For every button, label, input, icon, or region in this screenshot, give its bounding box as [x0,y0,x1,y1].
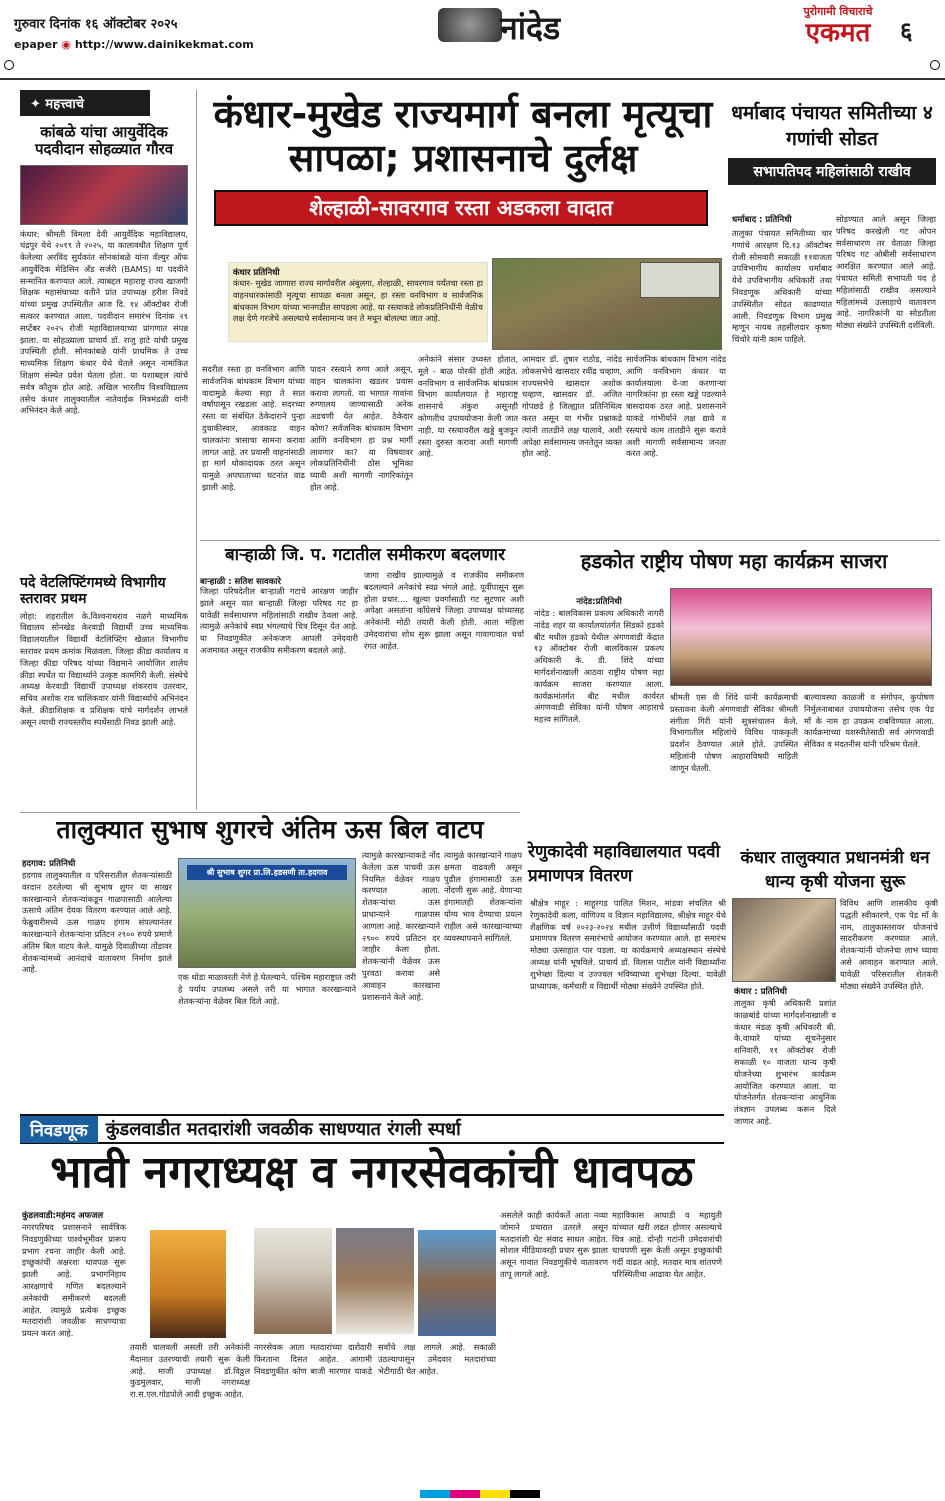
election-body-4: असलेले काही कार्यकर्ते आता नव्या जोमाने प्रचारात उतरले असून मतदारांशी थेट संवाद साधत आहेत. सोशल मीडियावरही प्रचार सुरू झाला असून गावात निवडणुकीचे वातावरण तापू लागले आहे. [500,1210,608,1279]
renuka-headline: रेणुकादेवी महाविद्यालयात पदवी प्रमाणपत्र वितरण [528,842,721,886]
kandhar-pm-headline: कंधार तालुक्यात प्रधानमंत्री धन धान्य कृषी योजना सुरू [740,848,930,892]
column-rule [196,90,197,810]
site-url[interactable]: http://www.dainikekmat.com [74,38,254,51]
subhash-byline: हदगाव: प्रतिनिधी [22,859,76,869]
registration-mark [930,60,940,70]
masthead [0,0,945,80]
section-rule-2 [20,812,520,813]
sidebar-label: ✦ महत्त्वाचे [20,90,150,116]
candidate-photo-3 [336,1228,414,1334]
sidebar-story2-body: लोहा: शहरातील के.विश्वनाथराव नळगे माध्यमिक विद्यालय सोनखेड केरवाडी विद्यार्थी उच्च माध्यमिक विद्यालयातील विद्यार्थी वेटलिफ्टिंग खेळात विभागीय स्तरावर प्रथम क्रमांक मिळवला. जिल्हा क्रीडा कार्यालय व जिल्हा क्रीडा परिषद यांच्या विद्यमाने आयोजित शालेय क्रीडा स्पर्धेत या विद्यार्थ्याने उत्कृष्ट कामगिरी केली. संस्थेचे अध्यक्ष केरवाडी विद्यार्थी उपाध्यक्ष शंकरराव उतरवार, सचिव अशोक राव चालिकवार यांनी विद्यार्थ्याचे अभिनंदन केले. क्रीडाशिक्षक व प्रशिक्षक यांचे मार्गदर्शन लाभले असून त्याची राज्यस्तरीय स्पर्धेसाठी निवड झाली आहे. [20,610,188,727]
kandhar-pm-story [732,846,938,894]
dharmabad-story [728,100,936,185]
lead-intro-box [228,262,488,342]
barhali-body-2: जागा राखीव झाल्यामुळे व राजकीय समीकरण बदलल्याने अनेकांचे स्वप्न भंगले आहे. पूर्वीपासून सुरू होता प्रचार.... खुल्या प्रवर्गासाठी गट सुटणार अशी अपेक्षा असतांना काँग्रेसचे जिल्हा उपाध्यक्ष यांच्यासह अनेकांनी मोठी तयारी केली होती. आता महिला उमेदवारांचा शोध सुरू झाला असून गावागावात चर्चा रंगत आहेत. [364,570,524,651]
farmer-meeting-photo [732,898,836,982]
lead-subhead: शेल्हाळी-सावरगाव रस्ता अडकला वादात [214,190,708,226]
election-body-5: महाविकास आघाडी व महायुती यांच्यात खरी लढत होणार असल्याचे चित्र आहे. दोन्ही गटांनी उमेदवारांची चाचपणी सुरू केली असून इच्छुकांची गर्दी वाढत आहे. मतदार मात्र शांतपणे परिस्थितीचा आढावा घेत आहेत. [612,1210,722,1279]
city-title: नांदेड [500,9,561,47]
dharmabad-subhead: सभापतिपद महिलांसाठी राखीव [728,158,936,185]
dharmabad-headline: धर्माबाद पंचायत समितीच्या ४ गणांची सोडत [731,102,933,150]
subhash-story [20,816,520,845]
page-number: ६ [900,17,913,45]
lead-byline: कंधार प्रतिनिधी [233,268,280,278]
barhali-headline: बाऱ्हाळी जि. प. गटातील समीकरण बदलणार [224,545,506,565]
registration-mark [4,60,14,70]
lead-body-4: आमदार डॉ. तुषार राठोड, नांदेड लोकसभेचे खासदार रवींद्र चव्हाण, राज्यसभेचे खासदार अशोक चव्हाण, खासदार डॉ. अजित गोपछडे हे जिल्ह्यात प्रतिनिधित्व करत असून या गंभीर प्रश्नाकडे त्यांनी तातडीने लक्ष घालावे, अशी अपेक्षा सर्वसामान्य जनतेतून व्यक्त होत आहे. [522,354,622,459]
lead-intro: कंधार- मुखेड जाणारा राज्य मार्गावरील अंबुलगा, शेल्हाळी, सावरगाव पर्यंतचा रस्ता हा वाहनधारकांसाठी मृत्यूचा सापळा बनला असून, हा रस्ता वनविभाग व सार्वजनिक बांधकाम विभाग यांच्या भानगडीत सापडला आहे. या रस्त्याकडे लोकप्रतिनिधींनी वेळीच लक्ष देणे गरजेचे असल्याचे सर्वसामान्य जन ते मधून बोलल्या जात आहे. [233,278,483,324]
lead-body-2: पादन रस्त्याने रुग्ण आले असून, वाहन चालकांना खडतर प्रवास करावा लागतो. या भागात गावांना रुग्णालय जाण्यासाठी अनेक अडचणी येत आहेत. ठेकेदार कोण? सर्वजनिक बांधकाम विभाग आणि वनविभाग हा प्रश्न मार्गी लावणार का? या विषयावर लोकप्रतिनिधींनी ठोस भूमिका घ्यावी अशी मागणी नागरिकांतून होत आहे. [310,364,413,492]
renuka-body: श्रीक्षेत्र माहूर : माहूरगड पालित मिशन, मांडवा संचलित श्री रेणुकादेवी कला, वाणिज्य व विज्ञान महाविद्यालय, श्रीक्षेत्र माहूर येथे शैक्षणिक वर्ष २०२३-२०२४ मधील उत्तीर्ण विद्यार्थ्यांसाठी पदवी प्रमाणपत्र वितरण समारंभाचे आयोजन करण्यात आले. हा समारंभ मोठ्या उत्साहात पार पडला. या कार्यक्रमाचे अध्यक्षस्थान संस्थेचे अध्यक्ष यांनी भूषविले. प्राचार्य डॉ. विलास पाटील यांनी विद्यार्थ्यांना शुभेच्छा दिल्या व उज्ज्वल भविष्याच्या शुभेच्छा दिल्या. यावेळी प्राध्यापक, कर्मचारी व विद्यार्थी मोठ्या संख्येने उपस्थित होते. [530,898,726,991]
city-emblem-icon [438,8,502,42]
hadkot-body-3: बाल्यावस्था काळजी व संगोपन, कुपोषण निर्मुलनाबाबत उपाययोजना तसेच एक पेड माँ के नाम हा उपक्रम राबविण्यात आला. कार्यक्रमाच्या यशस्वीतेसाठी सर्व अंगणवाडी सेविका व मदतनीस यांनी परिश्रम घेतले. [804,692,934,750]
sidebar [20,90,188,830]
subhash-body-1: हदगाव तालुक्यातील व परिसरातील शेतकऱ्यांसाठी वरदान ठरलेल्या श्री सुभाष शुगर या साखर कारखान्याने शेतकऱ्यांकडून गाळपासाठी आलेल्या ऊसाचे अंतिम देयक वितरण करण्यात आले आहे. फेब्रुवारीमध्ये ऊस गाळप हंगाम संपल्यानंतर कारखान्याने शेतकऱ्यांना प्रतिटन २९०० रुपये प्रमाणे अंतिम बिल वाटप केले. यामुळे दिवाळीच्या तोंडावर शेतकऱ्यांमध्ये आनंदाचे वातावरण निर्माण झाले आहे. [22,870,172,975]
color-bar [420,1490,540,1498]
hadkot-body-2: श्रीमती एस वी शिंदे यांनी कार्यक्रमाची प्रस्तावना केली अंगणवाडी सेविका श्रीमती संगीता गिरी यांनी सूत्रसंचालन केले. विभागातील महिलांचे विविध पाककृती प्रदर्शन ठेवण्यात आले होते. उपस्थित महिलांनी पोषण आहाराविषयी माहिती जाणून घेतली. [670,692,798,773]
globe-icon: ◉ [61,38,71,51]
kandhar-pm-byline: कंधार : प्रतिनिधी [734,987,787,997]
kandhar-pm-body-2: विविध आणि शासकीय कृषी पद्धती स्वीकारणे, एक पेड माँ के नाम, तालुकास्तरावर योजनांचे सादरीकरण करण्यात आले. शेतकऱ्यांनी योजनेचा लाभ घ्यावा असे आवाहन करण्यात आले. यावेळी परिसरातील शेतकरी मोठ्या संख्येने उपस्थित होते. [840,898,938,991]
candidate-photo-4 [418,1230,496,1336]
candidate-photo-2 [254,1228,332,1334]
dharmabad-body-2: सोडण्यात आले असून जिल्हा परिषद करखेली गट ओपन सर्वसाधारण तर येताळा जिल्हा परिषद गट ओबीसी सर्वसाधारण आरक्षित करण्यात आले आहे. पंचायत समिती सभापती पद हे महिलांसाठी राखीव असल्याने महिलांमध्ये उत्साहाचे वातावरण आहे. नागरिकांनी या सोडतीला मोठ्या संख्येने उपस्थिती दर्शविली. [836,214,936,331]
subhash-caption: एक थोडा माळावरती नेणे हे घेतल्याने. पश्चिम महाराष्ट्रात जरी हे पर्याय उपलब्ध असले तरी या भागात कारखान्याने शेतकऱ्यांना वेळेवर बिल दिले आहे. [178,972,356,1006]
hadkot-byline: नांदेड:प्रतिनिधी [576,597,622,607]
subhash-headline: तालुक्यात सुभाष शुगरचे अंतिम ऊस बिल वाटप [56,815,484,844]
dharmabad-byline: धर्माबाद : प्रतिनिधी [732,215,792,225]
subhash-body-2: त्यामुळे कारखान्याकडे नोंद केलेला ऊस पाचवी ऊस नियमित वेळेवर गाळप करण्यात आला. शेतकऱ्यांचा ऊस प्राधान्याने गाळपास आणला आहे. कारखान्याने २९०० रुपये प्रतिटन दर जाहीर केला होता. शेतकऱ्यांनी वेळेवर ऊस पुरवठा करावा असे आवाहन कारखाना प्रशासनाने केले आहे. [362,850,440,1002]
truck-photo [640,262,720,298]
sidebar-story1-title: कांबळे यांचा आयुर्वेदिक पदवीदान सोहळ्यात गौरव [34,123,174,159]
star-icon: ✦ [30,97,46,112]
hadkot-body-1: नांदेड : बालविकास प्रकल्प अधिकारी नागरी नांदेड शहर या कार्यालयांतर्गत सिडको हडको बीट मधील हडको येथील अंगणवाडी केंद्रात १३ ऑक्टोबर रोजी बालविकास प्रकल्प अधिकारी के. डी. शिंदे यांच्या मार्गदर्शनाखाली आठवा राष्ट्रीय पोषण महा कार्यक्रम साजरा करण्यात आला. कार्यक्रमांतर्गत बीट मधील कार्यरत अंगणवाडी सेविका यांनी पोषण आहाराचे महत्त्व सांगितले. [534,608,664,725]
hadkot-headline: हडकोत राष्ट्रीय पोषण महा कार्यक्रम साजरा [580,549,888,573]
candidate-photo-1 [150,1230,226,1338]
nutrition-event-photo [670,588,932,686]
barhali-byline: बाऱ्हाळी : सतिश सावकारे [200,576,281,587]
issue-date: गुरुवार दिनांक १६ ऑक्टोबर २०२५ [14,17,178,32]
barhali-body-1: जिल्हा परिषदेतील बाऱ्हाळी गटाचे आरक्षण जाहीर झाले असून यात बाऱ्हाळी जिल्हा परिषद गट हा यावेळी सर्वसाधारण महिलांसाठी राखीव ठेवला आहे. त्यामुळे अनेकांचे स्वप्न भंगल्याचे चित्र दिसून येत आहे. या निवडणुकीत अनेकजण आपली उमेदवारी अजमावत असून राजकीय समीकरण बदलले आहे. [200,586,358,655]
renuka-story [528,840,728,888]
election-byline: कुंडलवाडी:महंमद अफजल [22,1211,104,1221]
hadkot-story [530,550,938,573]
award-photo [20,165,188,225]
election-headline: भावी नगराध्यक्ष व नगरसेवकांची धावपळ [50,1147,694,1198]
subhash-body-3: त्यामुळे कारखान्याने गाळप क्षमता वाढवली असून पुढील हंगामासाठी ऊस नोंदणी सुरू आहे. येणाऱ्या हंगामातही शेतकऱ्यांना योग्य भाव देण्याचा प्रयत्न राहील असे कारखान्याच्या व्यवस्थापनाने सांगितले. [444,850,522,943]
factory-banner: श्री सुभाष शुगर प्रा.लि.हडसणी ता.हदगाव [187,865,347,880]
sugar-factory-photo [178,858,356,968]
lead-body-1: सदरील रस्ता हा वनविभाग आणि सार्वजनिक बांधकाम विभाग यांच्या वादामुळे केल्या सहा ते सात वर्षापासून रखडला आहे. सदरच्या रस्ता या संबंधित ठेकेदाराने पुन्हा दुचाकीस्वार, आवकाड वाहन चालकांना त्रासाचा सामना करावा लागत आहे. तर प्रवासी वाहनांसाठी हा मार्ग धोकादायक ठरत असून यामुळे अपघाताच्या घटनांत वाढ झाली आहे. [202,364,305,492]
paper-logo: पुरोगामी विचाराचे एकमत [803,5,873,48]
election-body-1: नगरपरिषद प्रशासनाने सार्वत्रिक निवडणुकीच्या पार्श्वभूमीवर प्रारूप प्रभाग रचना जाहीर केली आहे. इच्छुकांची अक्षरशः धावपळ सुरू झाली आहे. प्रभागनिहाय आरक्षणाचे गणित बदलल्याने अनेकांची समीकरणे बदलली आहेत. त्यामुळे प्रत्येक इच्छुक मतदारांशी जवळीक साधण्याचा प्रयत्न करत आहे. [22,1222,126,1339]
sidebar-story2-title: पदे वेटलिफ्टिंगमध्ये विभागीय स्तरावर प्रथम [20,574,166,607]
election-strip-text: कुंडलवाडीत मतदारांशी जवळीक साधण्यात रंगली स्पर्धा [105,1119,461,1140]
kandhar-pm-body-1: तालुका कृषी अधिकारी प्रशांत काळबांडे यांच्या मार्गदर्शनाखाली व कंधार मंडळ कृषी अधिकारी बी. के.वाघारे यांच्या सूचनेनुसार शनिवारी, ११ ऑक्टोबर रोजी सकाळी १० वाजता धान्य कृषी योजनेच्या शुभारंभ कार्यक्रम आयोजित करण्यात आला. या योजनेतर्गत शेतकऱ्यांना आधुनिक तंत्रज्ञान उपलब्ध करून दिले जाणार आहे. [734,998,836,1126]
lead-body-5: सार्वजनिक बांधकाम विभाग नांदेड आणि वनविभाग कंधार या कार्यालयाला ये-जा करणाऱ्या नागरिकांना हा रस्ता खड्डे पडल्याने त्रासदायक ठरत आहे. प्रशासनाने याकडे गांभीर्याने लक्ष द्यावे व रस्त्याचे काम तातडीने सुरू करावे अशी मागणी सर्वसामान्य जनता करत आहे. [626,354,726,459]
election-strip [20,1114,724,1144]
election-tag: निवडणूक [20,1116,98,1143]
lead-headline: कंधार-मुखेड राज्यमार्ग बनला मृत्यूचा सापळा; प्रशासनाचे दुर्लक्ष [213,92,713,180]
lead-story [204,92,722,226]
epaper-label: epaper [14,38,58,51]
sidebar-story1-body: कंधार: श्रीमती विमला देवी आयुर्वेदिक महाविद्यालय, चंद्रपुर येथे २०१९ ते २०२५, या कालावधीत शिक्षण पूर्ण केलेल्या अरविंद सुर्यकांत सोनकांबळे यांना वॅल्युर ऑफ आयुर्वेदिक मेडिसिन अँड सर्जरी (BAMS) या पदवीने सन्मानित करण्यात आले. त्याबद्दल महाराष्ट्र राज्य खाजगी शिक्षक महासंघाच्या वतीने प्रांत उपाध्यक्ष हरीश निवडे यांच्या प्रमुख उपस्थितीत आज दि. १४ ऑक्टोबर रोजी सत्कार करण्यात आला. पदवीदान समारंभ दिनांक २९ सप्टेंबर २०२५ रोजी महाविद्यालयाच्या प्रांगणात संपन्न झाला. या सोहळ्याला प्राचार्य डॉ. राजु हाटे यांची प्रमुख उपस्थिती होती. सोनकांबळे यांनी प्राथमिक ते उच्च माध्यमिक शिक्षण कंधार येथे घेतले असून नामांकित शिक्षण संस्थेत प्रवेश घेतला होता. या यशाबद्दल त्यांचे सर्वत्र कौतुक होत आहे. अखिल भारतीय विश्वविद्यालय तसेच कंधार तालुक्यातील नातेवाईक मित्रमंडळी यांनी अभिनंदन केले आहे. [20,228,188,416]
election-body-3: नगरसेवक आता मतदारांच्या दारोदारी फिरताना दिसत आहेत. आगामी निवडणुकीत कोण बाजी मारणार याकडे सर्वांचे लक्ष लागले आहे. सकाळी उठल्यापासून उमेदवार मतदारांच्या भेटीगाठी घेत आहेत. [254,1342,496,1376]
election-body-2: तयारी चालवली असली तरी अनेकांनी मैदानात उतरण्याची तयारी सुरू केली आहे. माजी उपाध्यक्ष डॉ.विठ्ठल कुडमुलवार, माजी नगराध्यक्ष रा.स.एल.गोडपोले आदी इच्छुक आहेत. [130,1342,250,1400]
lead-body-3: अनेकांने संसार उध्वस्त होतात, मूले - बाळ पोरकी होती आहेत. वनविभाग व सार्वजनिक बांधकाम विभाग कार्यालयात हे महाराष्ट्र शासनाचे अंकुश असूनही कोणतीच उपाययोजना केली जात नाही. या रस्त्यावरील खड्डे बुजवून रस्ता दुरुस्त करावा अशी मागणी आहे. [418,354,518,459]
section-rule [200,540,940,541]
dharmabad-body-1: तालुका पंचायत समितीच्या चार गणांचे आरक्षण दि.१३ ऑक्टोबर रोजी सोमवारी सकाळी ११वाजता उपविभागीय कार्यालय धर्माबाद येथे उपविभागीय अधिकारी तथा निवडणूक अधिकारी यांच्या उपस्थितीत सोडत काढण्यात आली. निवडणूक विभाग प्रमुख म्हणून नायब तहसीलदार कृष्णा चिंचोरे यांनी काम पाहिले. [732,228,832,345]
